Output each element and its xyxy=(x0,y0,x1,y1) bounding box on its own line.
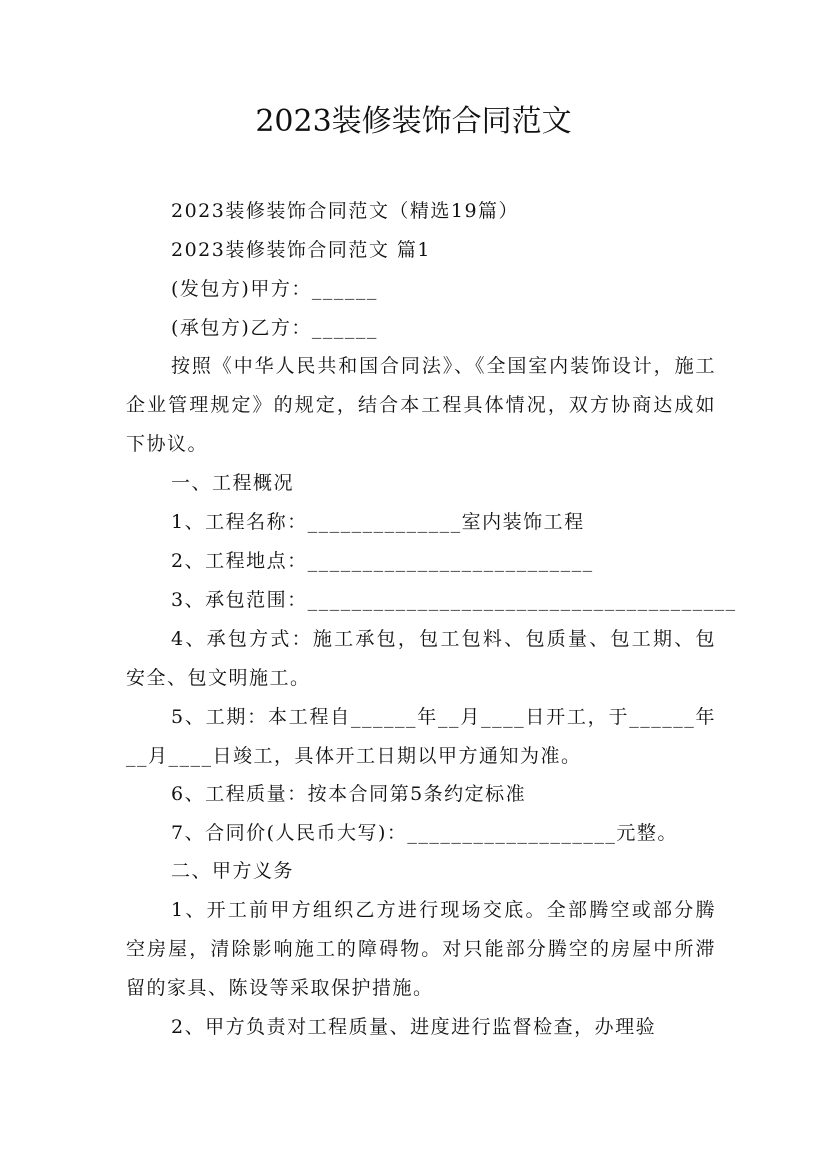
item-project-location: 2、工程地点：__________________________ xyxy=(171,550,594,572)
intro-paragraph: 按照《中华人民共和国合同法》、《全国室内装饰设计，施工企业管理规定》的规定，结合本工程具体情况，双方协商达成如下协议。 xyxy=(126,355,716,455)
item-project-name: 1、工程名称：______________室内装饰工程 xyxy=(171,511,585,533)
section-1-heading: 一、工程概况 xyxy=(171,472,295,494)
document-title: 2023装修装饰合同范文 xyxy=(255,104,572,139)
item-contract-method: 4、承包方式：施工承包，包工包料、包质量、包工期、包安全、包文明施工。 xyxy=(126,628,716,689)
item-quality: 6、工程质量：按本合同第5条约定标准 xyxy=(171,783,527,805)
item-construction-period: 5、工期：本工程自______年__月____日开工，于______年__月____日竣工，具体开工日期以甲方通知为准。 xyxy=(126,706,716,767)
item-contract-price: 7、合同价(人民币大写)：___________________元整。 xyxy=(171,822,678,844)
party-b-line: (承包方)乙方：______ xyxy=(171,317,378,339)
chapter-heading: 2023装修装饰合同范文 篇1 xyxy=(171,239,431,261)
document-subtitle: 2023装修装饰合同范文（精选19篇） xyxy=(171,200,520,222)
item-party-a-duty-1: 1、开工前甲方组织乙方进行现场交底。全部腾空或部分腾空房屋，清除影响施工的障碍物。对只能部分腾空的房屋中所滞留的家具、陈设等采取保护措施。 xyxy=(126,899,716,999)
section-2-heading: 二、甲方义务 xyxy=(171,860,295,882)
party-a-line: (发包方)甲方：______ xyxy=(171,278,378,300)
item-contract-scope: 3、承包范围：_______________________________________ xyxy=(171,589,737,611)
item-party-a-duty-2: 2、甲方负责对工程质量、进度进行监督检查，办理验 xyxy=(171,1016,657,1038)
